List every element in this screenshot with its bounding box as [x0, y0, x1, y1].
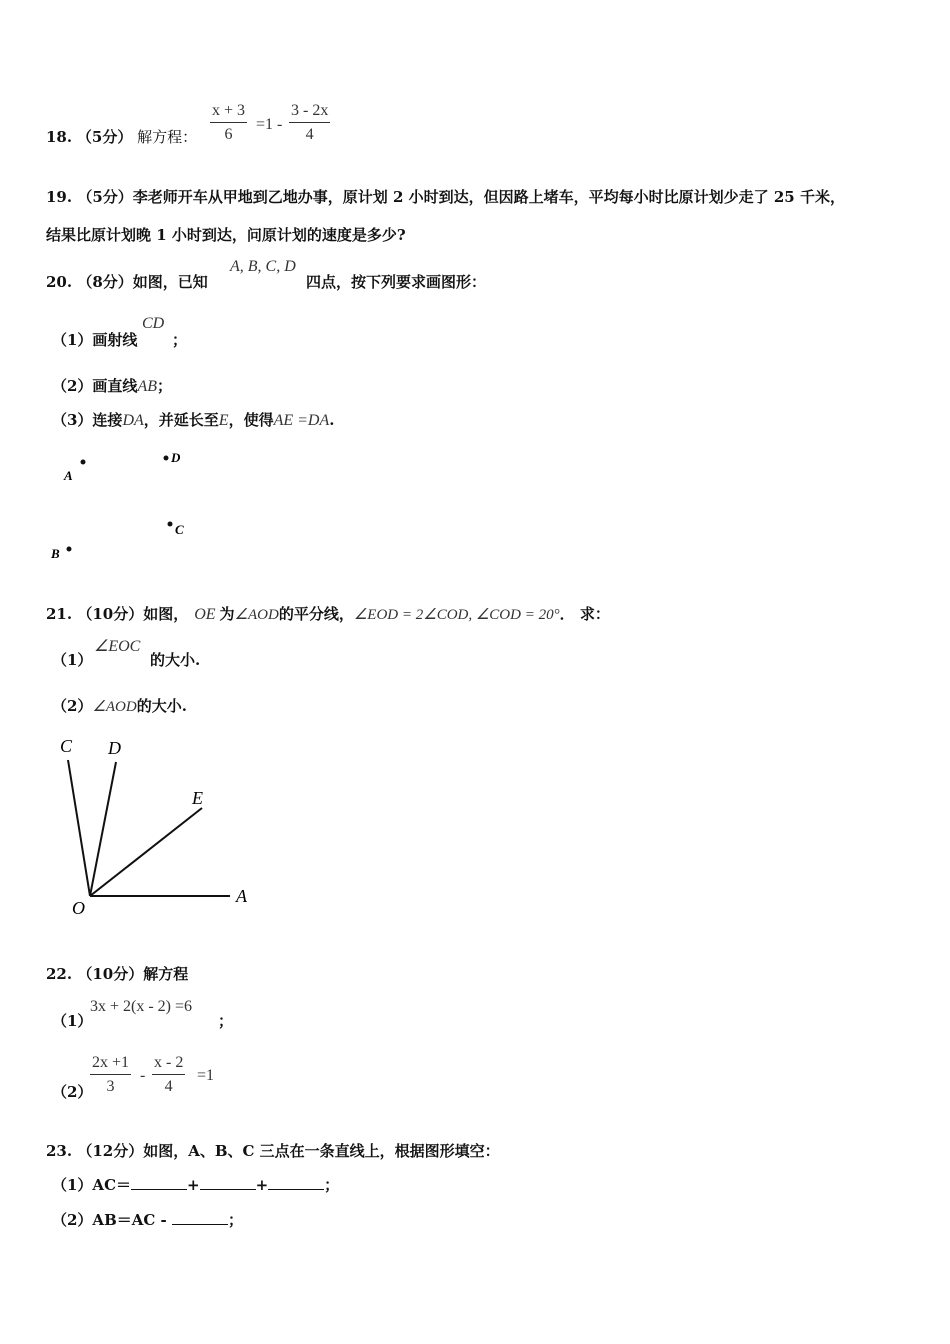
q18-rhs-fraction — [289, 102, 330, 144]
q22-fraction-2-denominator: 4 — [164, 1078, 173, 1095]
q20-points-figure — [40, 445, 210, 570]
q22-part1-end: ； — [218, 1012, 234, 1030]
q22-fraction-1 — [90, 1054, 131, 1096]
q18-equals: =1 - — [256, 116, 283, 133]
q22-part1-label: （1） — [52, 1012, 93, 1030]
q21-part2: （2）∠AOD的大小. — [52, 697, 187, 715]
q20-part1-math: CD — [142, 315, 165, 332]
q18-lhs-denominator: 6 — [224, 126, 233, 143]
q21-part1: （1） — [52, 651, 93, 669]
q23-part1: （1）AC＝ + + ； — [52, 1176, 340, 1194]
point-a-dot — [81, 460, 86, 465]
point-d-dot — [164, 456, 169, 461]
q23-blank-4[interactable] — [172, 1210, 228, 1225]
q18-rhs-numerator: 3 - 2x — [289, 102, 330, 123]
point-c-dot — [168, 522, 173, 527]
q21-line: 21. （10分）如图， OE 为∠AOD的平分线，∠EOD = 2∠COD, ∠COD = 20°． 求： — [46, 605, 610, 623]
q22-fraction-1-denominator: 3 — [106, 1078, 115, 1095]
label-o: O — [72, 898, 85, 918]
q18-text: 解方程： — [137, 128, 198, 146]
point-c-label: C — [175, 522, 184, 537]
point-b-label: B — [51, 546, 60, 561]
q20-part1-end: ； — [172, 331, 188, 349]
ray-od — [90, 762, 116, 896]
label-e: E — [192, 788, 203, 808]
q20-head: 20. （8分）如图，已知 — [46, 273, 208, 291]
point-a-label: A — [64, 468, 73, 483]
q18-lhs-numerator: x + 3 — [210, 102, 247, 123]
q22-rhs: =1 — [197, 1067, 215, 1084]
q22-fraction-2-numerator: x - 2 — [152, 1054, 185, 1075]
q21-part1-math: ∠EOC — [94, 638, 141, 655]
q20-part2: （2）画直线AB； — [52, 377, 173, 395]
point-b-dot — [67, 547, 72, 552]
q18-lhs-fraction — [210, 102, 247, 144]
q22-part2-label: （2） — [52, 1083, 93, 1101]
q20-part3: （3）连接DA，并延长至E，使得AE =DA. — [52, 411, 335, 429]
q23-blank-1[interactable] — [131, 1175, 187, 1190]
q19-line2: 结果比原计划晚 1 小时到达，问原计划的速度是多少? — [46, 226, 406, 244]
q18-number: 18. — [46, 128, 73, 146]
q22-fraction-1-numerator: 2x +1 — [90, 1054, 131, 1075]
label-a: A — [236, 886, 247, 906]
point-d-label: D — [171, 450, 181, 465]
q21-angle-figure — [50, 730, 270, 925]
q23-head: 23. （12分）如图，A、B、C 三点在一条直线上，根据图形填空： — [46, 1142, 500, 1160]
q23-part2: （2）AB＝AC - ； — [52, 1211, 244, 1229]
label-d: D — [108, 738, 121, 758]
q21-part1-end: 的大小. — [150, 651, 201, 669]
q18-line — [46, 126, 197, 147]
ray-oc — [68, 760, 90, 896]
label-c: C — [60, 736, 73, 756]
q18-score: （5分） — [76, 128, 133, 146]
q18-rhs-denominator: 4 — [305, 126, 314, 143]
q22-fraction-2 — [152, 1054, 185, 1096]
q20-part1: （1）画射线 — [52, 331, 138, 349]
q20-points: A, B, C, D — [230, 258, 296, 275]
q22-part1-math: 3x + 2(x - 2) =6 — [90, 998, 193, 1015]
q23-blank-3[interactable] — [268, 1175, 324, 1190]
q22-minus: - — [140, 1067, 146, 1084]
q19-line1: 19. （5分）李老师开车从甲地到乙地办事，原计划 2 小时到达，但因路上堵车，平均每小时比原计划少走了 25 千米， — [46, 188, 845, 206]
q20-tail: 四点，按下列要求画图形： — [306, 273, 487, 291]
q23-blank-2[interactable] — [200, 1175, 256, 1190]
ray-oe — [90, 808, 202, 896]
q20-part2-math: AB — [137, 378, 157, 395]
q22-head: 22. （10分）解方程 — [46, 965, 189, 983]
